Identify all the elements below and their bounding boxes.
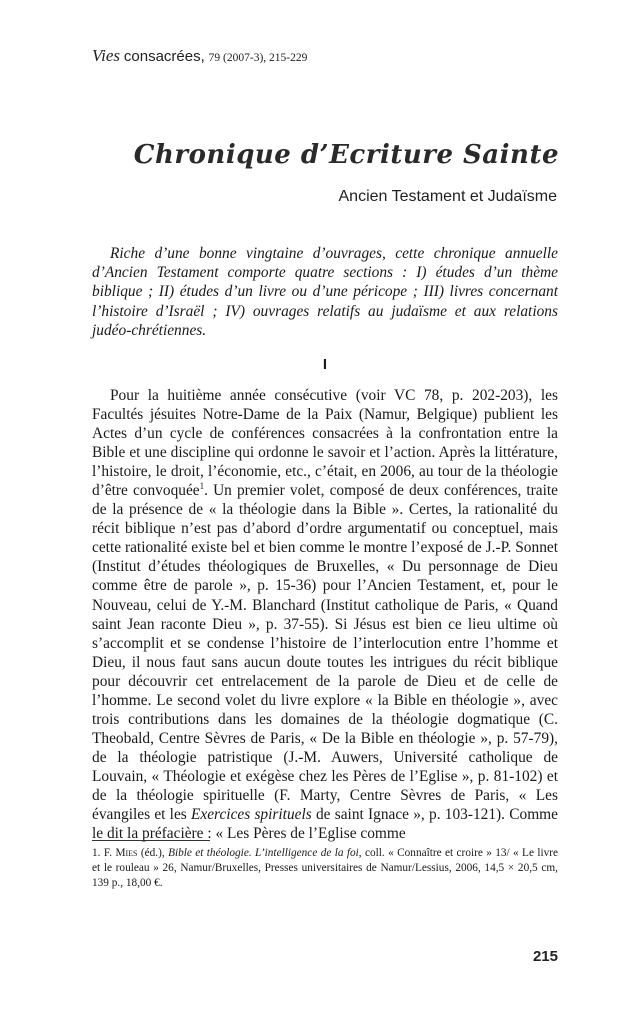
italic-book-title: Exercices spirituels [190,806,312,824]
abstract-paragraph: Riche d’une bonne vingtaine d’ouvrages, cette chronique annuelle d’Ancien Testament comporte quatre sections : I) études d’un thème biblique ; II) études d’un livre ou d’une péricope ; III) livres concernant l’histoire d’Israël ; IV) ouvrages relatifs au judaïsme et aux relations judéo-chrétiennes. [92,245,558,339]
body-text-part2: . Un premier volet, composé de deux conférences, traite de la présence de « la théologie dans la Bible ». Certes, la rationalité du récit biblique n’est pas d’abord d’ordre argumentatif ou conceptuel, mais cette rationalité existe bel et bien comme le montre l’exposé de J.-P. Sonnet (Institut d’études théologiques de Bruxelles, « Du personnage de Dieu comme être de parole », p. 15-36) pour l’Ancien Testament, et, pour le Nouveau, celui de Y.-M. Blanchard (Institut catholique de Paris, « Quand saint Jean raconte Dieu », p. 37-55). Si Jésus est bien ce lieu ultime où s’accomplit et se condense l’histoire de l’interlocution entre l’homme et Dieu, il nous faut sans aucun doute toutes les intrigues du récit biblique pour découvrir cet entrelacement de la parole de Dieu et de celle de l’homme. Le second volet du livre explore « la Bible en théologie », avec trois contributions dans les domaines de la théologie dogmatique (C. Theobald, Centre Sèvres de Paris, « De la Bible en théologie », p. 57-79), de la théologie patristique (J.-M. Auwers, Université catholique de Louvain, « Théologie et exégèse chez les Pères de l’Eglise », p. 81-102) et de la théologie spirituelle (F. Marty, Centre Sèvres de Paris, « Les évangiles et les [92,482,559,824]
body-text-part3: de saint Ignace », p. 103-121). Comme le dit la préfacière : « Les Pères de l’Eglise comme [92,806,558,843]
journal-name: consacrées, [123,48,205,65]
chronicle-title: Chronique d’Ecriture Sainte [133,140,559,170]
journal-name-italic: Vies [92,46,121,65]
footnote-editor-note: (éd.), [140,847,165,859]
section-heading: I [322,356,328,373]
body-text-part1: Pour la huitième année consécutive (voir VC 78, p. 202-203), les Facultés jésuites Notre-Dame de la Paix (Namur, Belgique) publient les Actes d’un cycle de conférences consacrées à la confrontation entre la Bible et une discipline qui ordonne le savoir et l’action. Après la littérature, l’histoire, le droit, l’économie, etc., c’était, en 2006, au tour de la théologie d’être convoquée [92,387,558,500]
footnote [92,846,558,891]
footnote-reference[interactable]: 1 [199,481,205,492]
running-header [92,46,307,66]
chronicle-subtitle: Ancien Testament et Judaïsme [338,188,557,205]
footnote-details: , coll. « Connaître et croire » 13/ « Le livre et le rouleau » 26, Namur/Bruxelles, Presses universitaires de Namur/Lessius, 2006, 14,5 × 20,5 cm, 139 p., 18,00 €. [92,847,559,889]
footnote-divider [92,840,210,841]
footnote-number: 1. [92,847,101,859]
journal-reference: 79 (2007-3), 215-229 [208,52,308,64]
body-paragraph [92,386,558,843]
footnote-author-name: Mies [115,847,138,859]
page-number: 215 [532,948,558,965]
footnote-author-initial: F. [103,847,113,859]
footnote-book-title: Bible et théologie. L’intelligence de la foi [168,847,359,859]
